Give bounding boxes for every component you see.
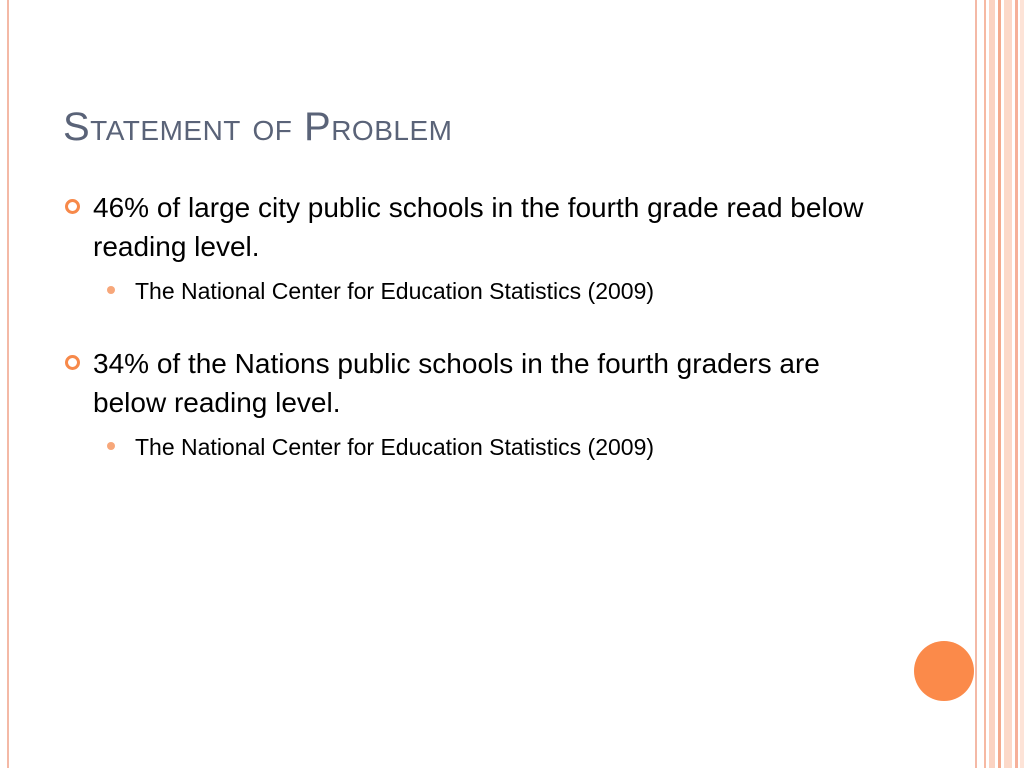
stripe (1020, 0, 1024, 768)
decorative-stripes (984, 0, 1024, 768)
dot-bullet-icon (107, 286, 115, 294)
stripe (984, 0, 986, 768)
bullet-text: 34% of the Nations public schools in the fourth graders are below reading level. (93, 348, 820, 418)
bullet-list (63, 188, 883, 462)
dot-bullet-icon (107, 442, 115, 450)
ring-bullet-icon (65, 199, 80, 214)
decorative-orange-circle (914, 641, 974, 701)
sub-bullet-text: The National Center for Education Statistics (2009) (135, 434, 655, 460)
bullet-item (63, 344, 883, 462)
sub-bullet-text: The National Center for Education Statistics (2009) (135, 278, 655, 304)
bullet-text: 46% of large city public schools in the fourth grade read below reading level. (93, 192, 864, 262)
slide-title: Statement of Problem (63, 105, 453, 149)
stripe (998, 0, 1001, 768)
ring-bullet-icon (65, 355, 80, 370)
stripe (1015, 0, 1018, 768)
bullet-item (63, 188, 883, 306)
sub-bullet-item (93, 432, 883, 462)
sub-bullet-item (93, 276, 883, 306)
stripe (1004, 0, 1012, 768)
stripe (989, 0, 995, 768)
